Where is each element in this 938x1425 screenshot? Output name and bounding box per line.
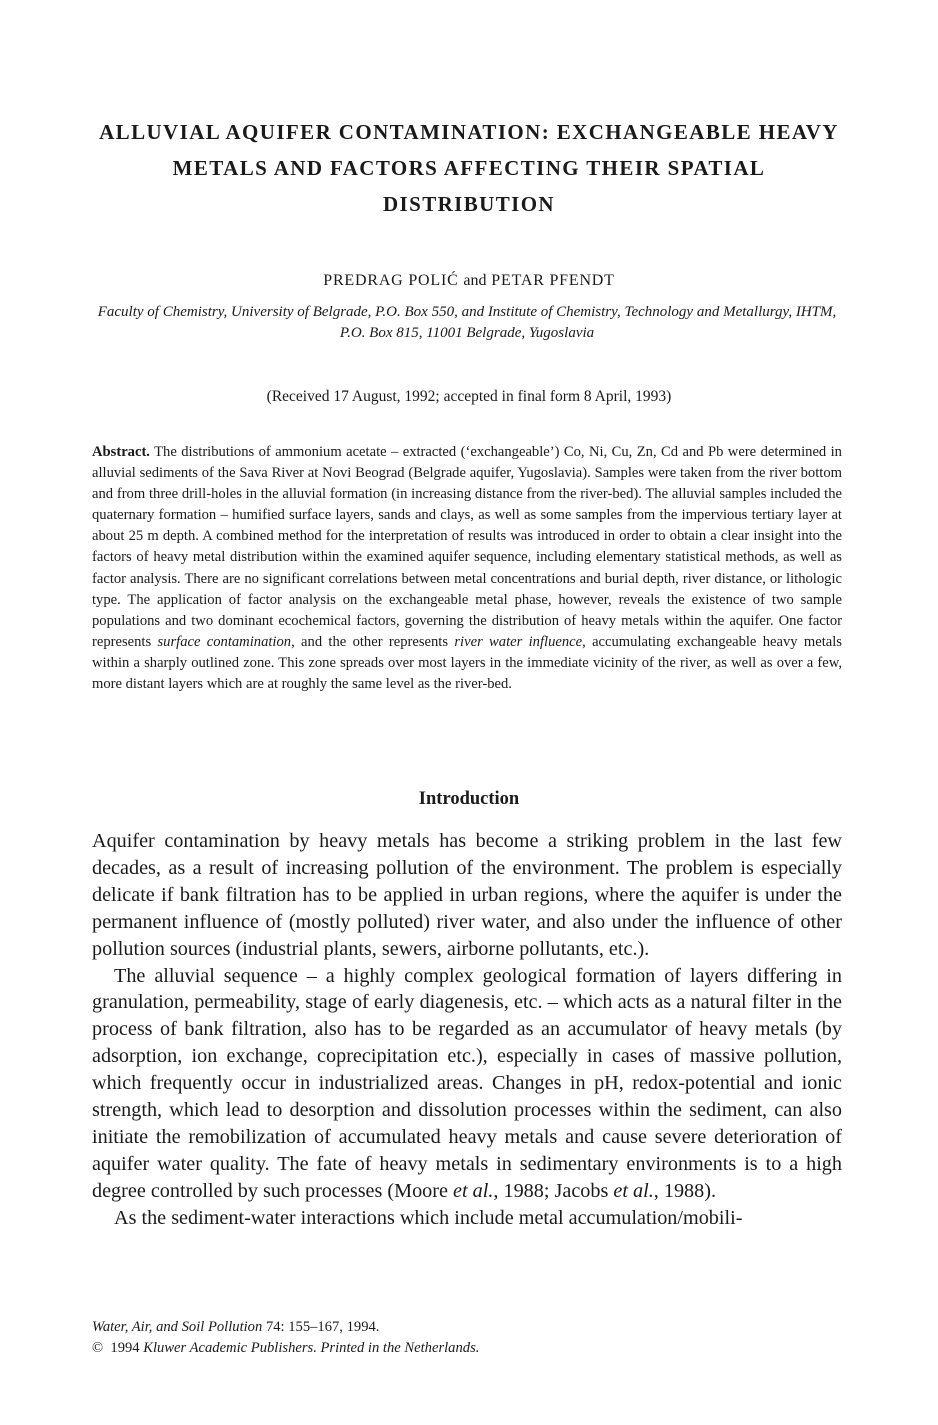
copyright-symbol: © [92,1340,104,1356]
intro-paragraph-2-text-2: , 1988; Jacobs [493,1179,614,1202]
journal-footer [92,1317,842,1359]
received-date: (Received 17 August, 1992; accepted in final form 8 April, 1993) [266,388,672,405]
intro-paragraph-3: As the sediment-water interactions which include metal accumulation/mobili- [114,1206,743,1229]
abstract-label: Abstract. [92,444,150,460]
title-line-2: METALS AND FACTORS AFFECTING THEIR SPATIAL [172,156,766,180]
author-1: PREDRAG POLIĆ [323,272,459,289]
citation-etal-2: et al. [613,1179,654,1202]
intro-paragraph-2 [92,963,842,1205]
affiliation: Faculty of Chemistry, University of Belgrade, P.O. Box 550, and Institute of Chemistry, Technology and Metallurgy, IHTM, P.O. Box 815, 11001 Belgrade, Yugoslavia [97,304,837,341]
section-heading-introduction: Introduction [418,789,520,809]
abstract-text-2: , and the other represents [291,633,455,650]
intro-paragraph-1: Aquifer contamination by heavy metals has become a striking problem in the last few decades, as a result of increasing pollution of the environment. The problem is especially delicate if bank filtration has to be applied in urban regions, where the aquifer is under the permanent influence of (mostly polluted) river water, and also under the influence of other pollution sources (industrial plants, sewers, airborne pollutants, etc.). [92,830,842,960]
journal-citation [92,1317,842,1338]
abstract-text-1: The distributions of ammonium acetate – extracted (‘exchangeable’) Co, Ni, Cu, Zn, Cd and Pb were determined in alluvial sediments of the Sava River at Novi Beograd (Belgrade aquifer, Yugoslavia). Samples were taken from the river bottom and from three drill-holes in the alluvial formation (in increasing distance from the river-bed). The alluvial samples included the quaternary formation – humified surface layers, sands and clays, as well as some samples from the impervious tertiary layer at about 25 m depth. A combined method for the interpretation of results was introduced in order to obtain a clear insight into the factors of heavy metal distribution within the examined aquifer sequence, including elementary statistical methods, as well as factor analysis. There are no significant correlations between metal concentrations and burial depth, river distance, or lithologic type. The application of factor analysis on the exchangeable metal phase, however, reveals the existence of two sample populations and two dominant ecochemical factors, governing the distribution of heavy metals within the aquifer. One factor represents [92,444,842,650]
title-line-1: ALLUVIAL AQUIFER CONTAMINATION: EXCHANGEABLE HEAVY [99,120,839,144]
title-line-3: DISTRIBUTION [382,192,555,216]
journal-pages: : 155–167, 1994. [280,1319,380,1335]
introduction-body [92,828,842,1232]
abstract-text-3: , accumulating exchangeable heavy metals within a sharply outlined zone. This zone spreads over most layers in the immediate vicinity of the river, as well as over a few, more distant layers which are at roughly the same level as the river-bed. [92,633,842,693]
abstract-emphasis-surface: surface contamination [157,633,292,650]
author-list [60,270,878,292]
copyright-line [92,1338,842,1359]
intro-paragraph-2-text-3: , 1988). [653,1179,717,1202]
intro-paragraph-2-text-1: The alluvial sequence – a highly complex geological formation of layers differing in granulation, permeability, stage of early diagenesis, etc. – which acts as a natural filter in the process of bank filtration, also has to be regarded as an accumulator of heavy metals (by adsorption, ion exchange, coprecipitation etc.), especially in cases of massive pollution, which frequently occur in industrialized areas. Changes in pH, redox-potential and ionic strength, which lead to desorption and dissolution processes within the sediment, can also initiate the remobilization of accumulated heavy metals and cause severe deterioration of aquifer water quality. The fate of heavy metals in sedimentary environments is to a high degree controlled by such processes (Moore [92,964,842,1202]
author-2: PETAR PFENDT [491,272,615,289]
abstract-emphasis-river: river water influence [454,633,583,650]
author-conjunction: and [463,272,487,289]
abstract [92,442,842,695]
citation-etal-1: et al. [453,1179,494,1202]
copyright-year: 1994 [110,1340,140,1356]
journal-volume: 74 [265,1319,281,1335]
paper-title [60,114,878,222]
publisher-note: Kluwer Academic Publishers. Printed in the Netherlands. [143,1340,480,1356]
journal-name: Water, Air, and Soil Pollution [92,1319,263,1335]
